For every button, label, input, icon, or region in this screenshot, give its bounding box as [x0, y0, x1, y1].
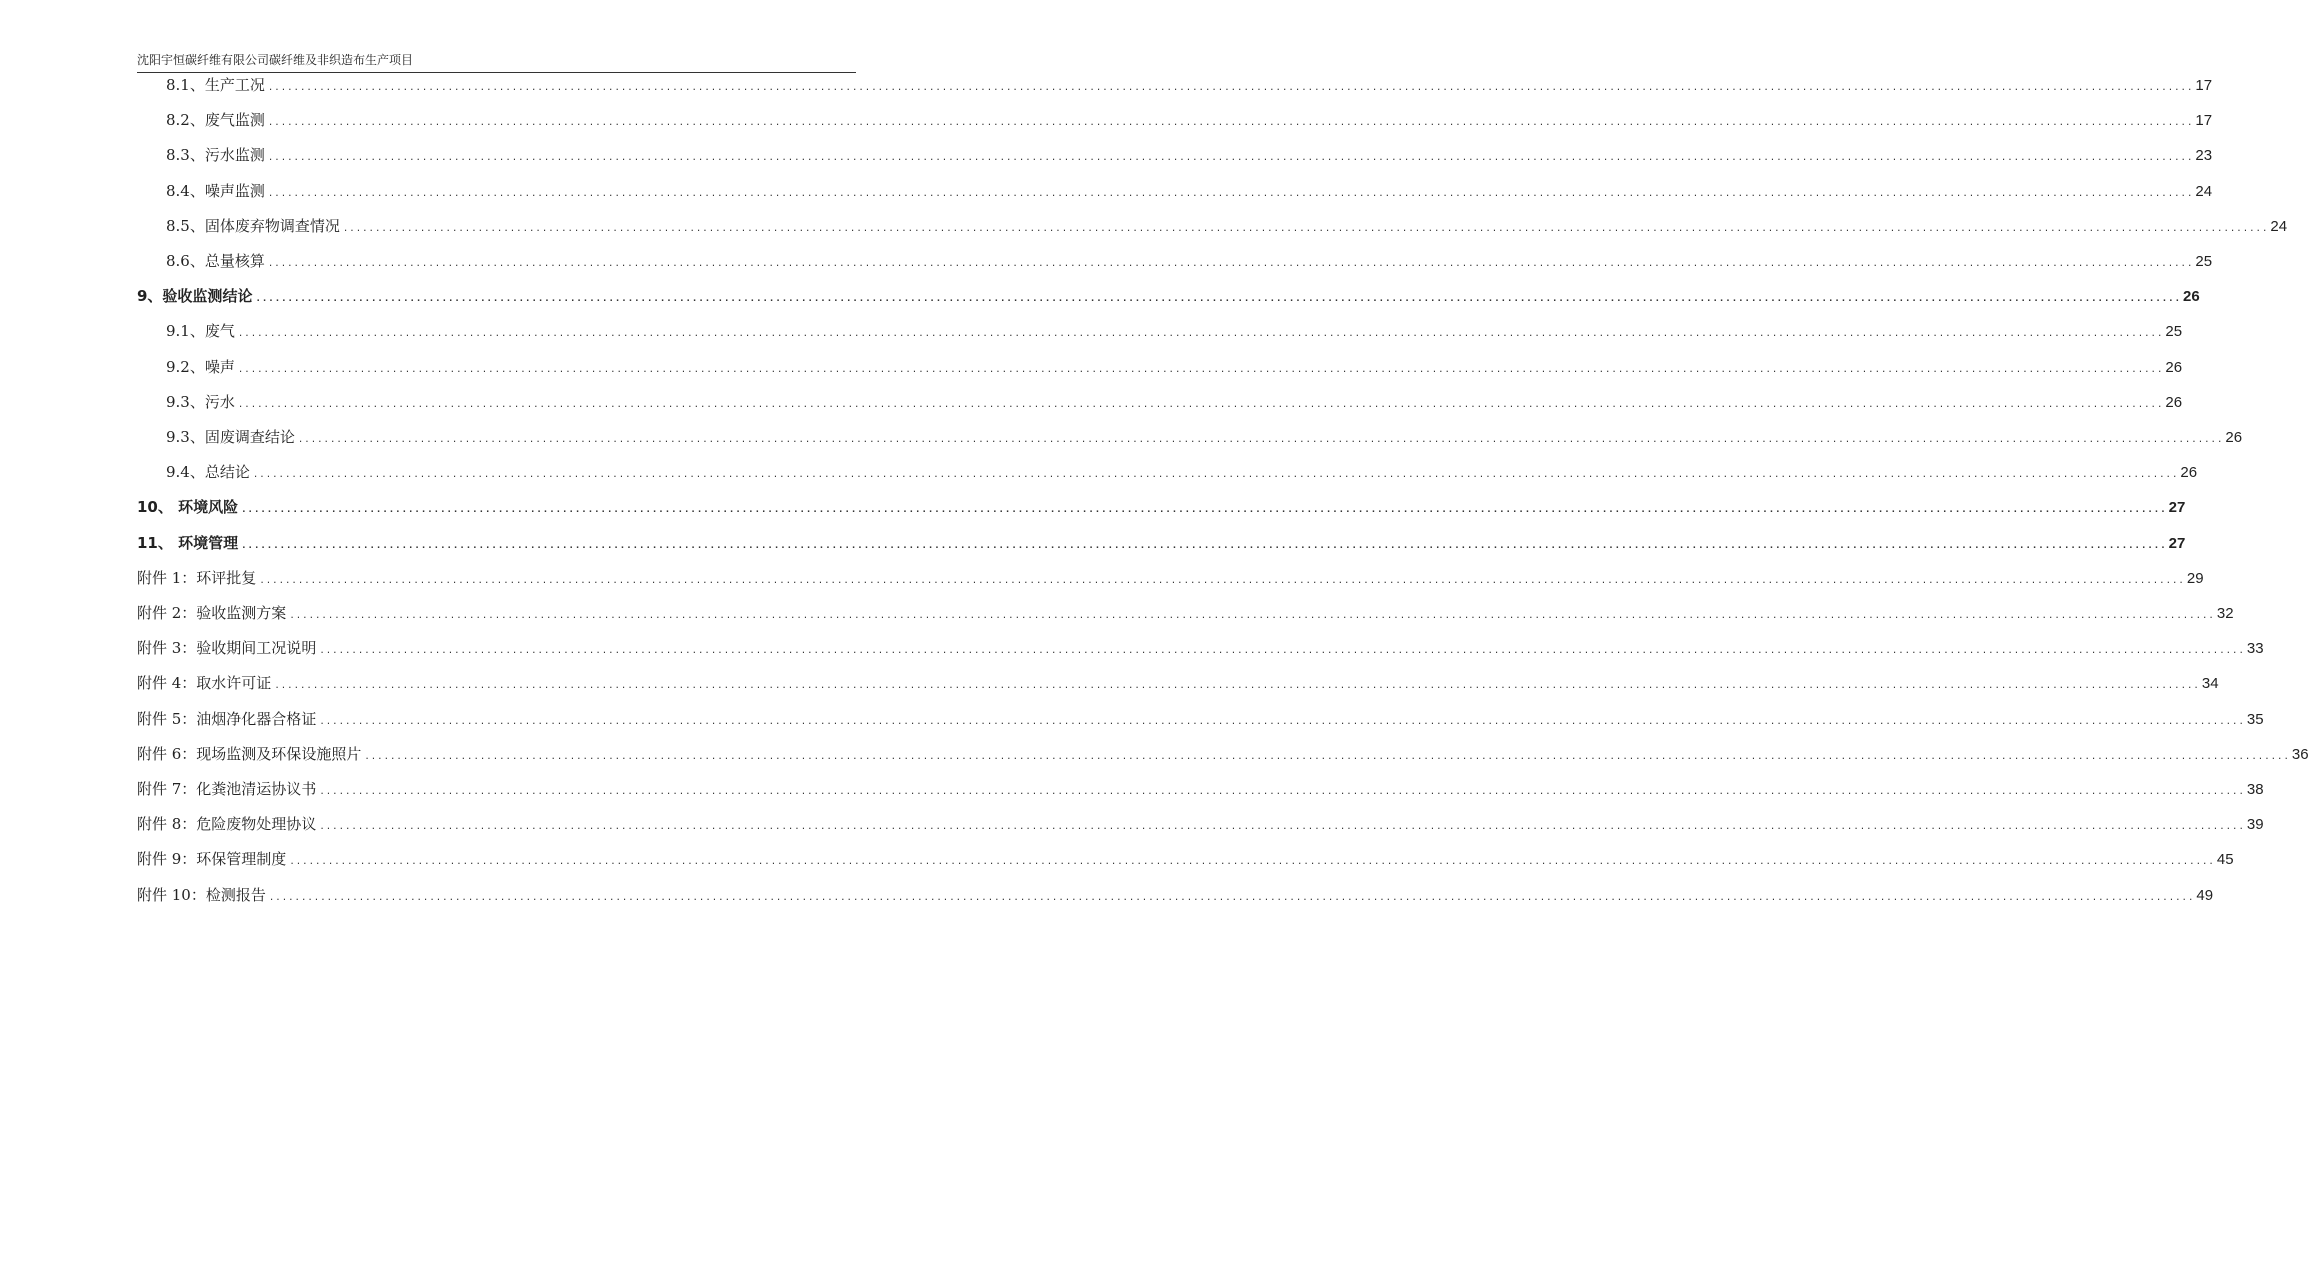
toc-entry-label: 11、 环境管理 — [137, 533, 239, 552]
toc-entry[interactable] — [166, 216, 2288, 239]
dot-leader: ............................................................................................................................................................................................................................................................................................................ — [252, 470, 2179, 481]
toc-entry[interactable] — [137, 497, 2186, 520]
toc-entry-page-number: 25 — [2195, 253, 2213, 270]
toc-entry[interactable] — [137, 849, 2234, 872]
dot-leader: ............................................................................................................................................................................................................................................................................................................ — [241, 505, 2167, 516]
toc-entry[interactable] — [137, 533, 2186, 556]
toc-entry-label: 附件 5：油烟净化器合格证 — [137, 709, 317, 728]
toc-entry[interactable] — [137, 568, 2204, 591]
toc-entry-page-number: 24 — [2195, 182, 2213, 200]
dot-leader: ............................................................................................................................................................................................................................................................................................................ — [319, 787, 2245, 797]
dot-leader: ............................................................................................................................................................................................................................................................................................................ — [268, 892, 2195, 903]
toc-entry-page-number: 26 — [2165, 393, 2183, 411]
dot-leader: ............................................................................................................................................................................................................................................................................................................ — [267, 153, 2194, 164]
dot-leader: ............................................................................................................................................................................................................................................................................................................ — [267, 118, 2194, 129]
dot-leader: ............................................................................................................................................................................................................................................................................................................ — [289, 611, 2215, 621]
toc-entry-page-number: 27 — [2168, 534, 2186, 552]
toc-entry[interactable] — [166, 75, 2213, 98]
toc-entry-label: 附件 7：化粪池清运协议书 — [137, 780, 317, 798]
dot-leader: ............................................................................................................................................................................................................................................................................................................ — [267, 188, 2194, 199]
toc-entry-label: 附件 1：环评批复 — [137, 568, 257, 587]
toc-entry-page-number: 26 — [2183, 288, 2200, 306]
toc-entry-page-number: 35 — [2246, 710, 2264, 728]
toc-entry[interactable] — [166, 145, 2213, 168]
toc-entry-page-number: 26 — [2225, 429, 2243, 446]
toc-entry-label: 附件 6：现场监测及环保设施照片 — [137, 744, 362, 763]
toc-entry[interactable] — [137, 638, 2264, 661]
toc-entry-label: 8.6、总量核算 — [166, 252, 265, 270]
toc-entry-label: 9、验收监测结论 — [137, 287, 253, 306]
toc-entry-page-number: 24 — [2270, 217, 2288, 235]
dot-leader: ............................................................................................................................................................................................................................................................................................................ — [259, 575, 2185, 586]
dot-leader: ............................................................................................................................................................................................................................................................................................................ — [255, 294, 2181, 305]
dot-leader: ............................................................................................................................................................................................................................................................................................................ — [267, 83, 2194, 93]
dot-leader: ............................................................................................................................................................................................................................................................................................................ — [297, 435, 2224, 445]
toc-entry-page-number: 17 — [2195, 112, 2213, 130]
toc-entry[interactable] — [137, 744, 2309, 767]
dot-leader: ............................................................................................................................................................................................................................................................................................................ — [319, 646, 2245, 657]
toc-entry[interactable] — [166, 427, 2243, 450]
dot-leader: ............................................................................................................................................................................................................................................................................................................ — [267, 259, 2194, 269]
toc-entry-page-number: 39 — [2246, 816, 2264, 834]
running-header — [137, 52, 856, 73]
toc-entry-page-number: 38 — [2246, 781, 2264, 798]
toc-entry-page-number: 33 — [2246, 640, 2264, 658]
dot-leader: ............................................................................................................................................................................................................................................................................................................ — [319, 822, 2245, 833]
header-title: 沈阳宇恒碳纤维有限公司碳纤维及非织造布生产项目 — [137, 53, 414, 67]
dot-leader: ............................................................................................................................................................................................................................................................................................................ — [241, 540, 2167, 551]
toc-entry-label: 附件 9：环保管理制度 — [137, 850, 287, 869]
toc-entry[interactable] — [166, 321, 2183, 344]
toc-entry[interactable] — [166, 392, 2183, 415]
toc-entry-page-number: 27 — [2168, 499, 2186, 517]
toc-entry[interactable] — [137, 709, 2264, 732]
dot-leader: ............................................................................................................................................................................................................................................................................................................ — [237, 364, 2164, 375]
toc-entry-label: 9.1、废气 — [166, 322, 235, 341]
toc-entry-page-number: 32 — [2216, 605, 2234, 622]
toc-entry-page-number: 23 — [2195, 147, 2213, 165]
toc-entry[interactable] — [166, 462, 2198, 485]
toc-entry[interactable] — [166, 357, 2183, 380]
toc-entry[interactable] — [137, 779, 2264, 802]
toc-entry-page-number: 26 — [2165, 358, 2183, 376]
toc-entry-page-number: 45 — [2216, 851, 2234, 869]
toc-entry-page-number: 36 — [2291, 745, 2309, 763]
toc-entry-label: 9.2、噪声 — [166, 357, 235, 376]
dot-leader: ............................................................................................................................................................................................................................................................................................................ — [237, 329, 2164, 340]
toc-entry-label: 8.4、噪声监测 — [166, 181, 265, 200]
toc-entry[interactable] — [137, 603, 2234, 626]
toc-entry-page-number: 17 — [2195, 77, 2213, 94]
toc-entry-label: 附件 10：检测报告 — [137, 885, 266, 904]
toc-entry[interactable] — [137, 814, 2264, 837]
toc-entry-label: 10、 环境风险 — [137, 498, 239, 517]
toc-entry-page-number: 49 — [2196, 886, 2214, 904]
dot-leader: ............................................................................................................................................................................................................................................................................................................ — [319, 716, 2245, 727]
toc-entry-label: 9.4、总结论 — [166, 463, 250, 482]
toc-entry-label: 附件 8：危险废物处理协议 — [137, 815, 317, 834]
dot-leader: ............................................................................................................................................................................................................................................................................................................ — [289, 857, 2215, 868]
toc-entry-label: 9.3、固废调查结论 — [166, 428, 295, 446]
toc-entry-label: 8.2、废气监测 — [166, 111, 265, 130]
toc-entry[interactable] — [137, 885, 2214, 908]
toc-entry-page-number: 29 — [2186, 569, 2204, 587]
toc-entry-label: 9.3、污水 — [166, 392, 235, 411]
toc-entry[interactable] — [166, 181, 2213, 204]
dot-leader: ............................................................................................................................................................................................................................................................................................................ — [274, 681, 2200, 692]
toc-entry-label: 8.3、污水监测 — [166, 146, 265, 165]
toc-entry-label: 8.1、生产工况 — [166, 76, 265, 94]
toc-entry-page-number: 25 — [2165, 323, 2183, 341]
toc-entry-label: 8.5、固体废弃物调查情况 — [166, 216, 340, 235]
toc-entry-label: 附件 3：验收期间工况说明 — [137, 639, 317, 658]
toc-entry-page-number: 34 — [2201, 675, 2219, 693]
toc-entry[interactable] — [137, 673, 2219, 696]
dot-leader: ............................................................................................................................................................................................................................................................................................................ — [364, 751, 2290, 762]
toc-entry-label: 附件 2：验收监测方案 — [137, 604, 287, 622]
toc-entry-label: 附件 4：取水许可证 — [137, 674, 272, 693]
toc-entry[interactable] — [166, 110, 2213, 133]
dot-leader: ............................................................................................................................................................................................................................................................................................................ — [237, 399, 2164, 410]
toc-entry[interactable] — [166, 251, 2213, 274]
dot-leader: ............................................................................................................................................................................................................................................................................................................ — [342, 223, 2269, 234]
toc-entry[interactable] — [137, 286, 2200, 309]
toc-entry-page-number: 26 — [2180, 464, 2198, 482]
